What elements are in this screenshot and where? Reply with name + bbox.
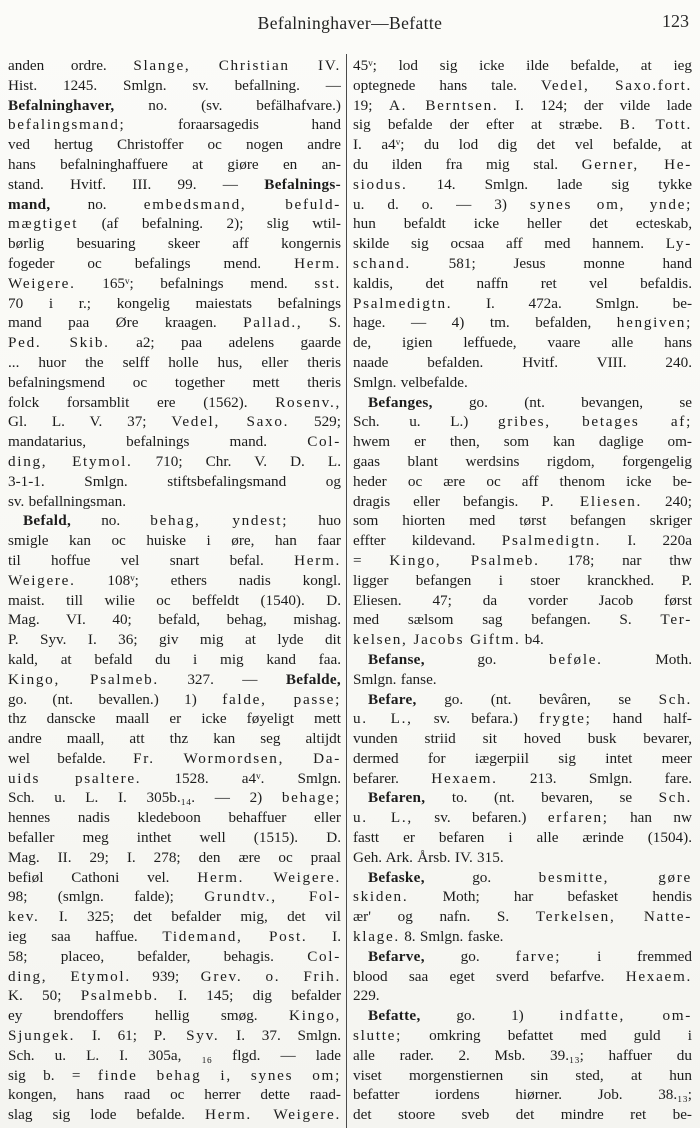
text-line: ding, Etymol. 939; Grev. o. Frih.: [8, 967, 341, 985]
column-left: [8, 56, 341, 1125]
text-line: Befaren, to. (nt. bevaren, se Sch.: [368, 789, 692, 807]
text-line: Gl. L. V. 37; Vedel, Saxo. 529;: [8, 413, 341, 431]
text-line: naade befalden. Hvitf. VIII. 240.: [353, 353, 692, 371]
text-line: Eliesen. 47; da vorder Jacob først: [353, 591, 692, 609]
text-line: u. L., sv. befara.) frygte; hand half-: [353, 710, 692, 728]
text-line: = Kingo, Psalmeb. 178; nar thw: [353, 551, 692, 569]
text-line: alle rader. 2. Msb. 39.₁₃; haffuer du: [353, 1046, 692, 1064]
text-line: P. Syv. I. 36; giv mig at lyde dit: [8, 631, 341, 649]
text-line: smigle kan oc huiske i øre, han faar: [8, 532, 341, 550]
text-line: befalningsmend oc together mett theris: [8, 373, 341, 391]
text-line: sv. befallningsman.: [8, 492, 127, 510]
text-line: Sjungek. I. 61; P. Syv. I. 37. Smlgn.: [8, 1027, 341, 1045]
text-line: hun befaldt icke heller det ecteskab,: [353, 215, 692, 233]
text-line: 58; placeo, befalder, behagis. Col-: [8, 947, 341, 965]
text-line: dragis eller befangis. P. Eliesen. 240;: [353, 492, 692, 510]
text-line: ieg saa haffue. Tidemand, Post. I.: [8, 928, 341, 946]
text-line: ved hertug Christoffer oc nogen andre: [8, 136, 341, 154]
text-line: Befarve, go. farve; i fremmed: [368, 947, 692, 965]
text-line: andre maall, att thz kan seg altijdt: [8, 730, 341, 748]
page-number: 123: [662, 11, 689, 31]
text-line: ær' og nafn. S. Terkelsen, Natte-: [353, 908, 692, 926]
text-line: Weigere. 165ᵛ; befalnings mend. sst.: [8, 274, 341, 292]
text-line: viset morgenstiernen sin sted, at hun: [353, 1066, 692, 1084]
text-line: Befald, no. behag, yndest; huo: [23, 512, 341, 530]
text-line: maist. till wilie oc beffeldt (1540). D.: [8, 591, 341, 609]
text-line: anden ordre. Slange, Christian IV.: [8, 57, 341, 74]
text-line: kaldis, det naffn ret vel befaldis.: [353, 274, 692, 292]
text-line: kald, at befald du i mig kand faa.: [8, 650, 341, 668]
text-line: Befanges, go. (nt. bevangen, se: [368, 393, 692, 411]
column-divider: [346, 54, 347, 1128]
text-line: 45ᵛ; lod sig icke ilde befalde, at ieg: [353, 57, 692, 74]
text-line: Befare, go. (nt. bevâren, se Sch.: [368, 690, 692, 708]
text-line: de, igien leffuede, vaare alle hans: [353, 334, 692, 352]
text-line: siodus. 14. Smlgn. lade sig tykke: [353, 175, 692, 193]
text-line: stand. Hvitf. III. 99. — Befalnings-: [8, 175, 341, 193]
text-line: optegnede hans tale. Vedel, Saxo.fort.: [353, 76, 692, 94]
running-head: Befalninghaver—Befatte: [257, 13, 443, 33]
text-line: Befatte, go. 1) indfatte, om-: [368, 1007, 692, 1025]
text-line: Sch. u. L.) gribes, betages af;: [353, 413, 692, 431]
text-line: til hoffue vel snart befal. Herm.: [8, 551, 341, 569]
text-line: som hiorten med tørst befangen skriger: [353, 512, 692, 530]
text-line: uids psaltere. 1528. a4ᵛ. Smlgn.: [8, 769, 341, 787]
text-line: du ilden fra mig stal. Gerner, He-: [353, 155, 692, 173]
text-line: effter kildevand. Psalmedigtn. I. 220a: [353, 532, 692, 550]
text-line: hage. — 4) tm. befalden, hengiven;: [353, 314, 692, 332]
text-line: kev. I. 325; det befalder mig, det vil: [8, 908, 341, 926]
text-line: mandatarius, befalnings mand. Col-: [8, 433, 341, 451]
text-line: befaller meg inthet well (1515). D.: [8, 829, 341, 847]
text-line: med sælsom sag befangen. S. Ter-: [353, 611, 692, 629]
text-line: folck forsamblit ere (1562). Rosenv.,: [8, 393, 341, 411]
text-line: kelsen, Jacobs Giftm. b4.: [353, 631, 544, 649]
text-line: kongen, hans raad oc herrer dette raad-: [8, 1086, 341, 1104]
column-right: [353, 56, 692, 1125]
text-line: sig befalde der efter at stræbe. B. Tott.: [353, 116, 692, 134]
text-line: vunden striid sit hoved busk bevarer,: [353, 730, 692, 748]
text-line: 98; (smlgn. falde); Grundtv., Fol-: [8, 888, 341, 906]
text-line: sig b. = finde behag i, synes om;: [8, 1066, 341, 1084]
text-line: 229.: [353, 987, 380, 1005]
text-line: fogeder oc befalings mend. Herm.: [8, 254, 341, 272]
text-line: det stoore sveb det mindre ret be-: [353, 1106, 692, 1124]
text-line: Smlgn. velbefalde.: [353, 373, 468, 391]
text-line: mægtiget (af befalning. 2); slig wtil-: [8, 215, 341, 233]
text-line: gaas blant werdsins rigdom, forgengelig: [353, 452, 692, 470]
text-line: Geh. Ark. Årsb. IV. 315.: [353, 848, 504, 866]
text-line: Mag. VI. 40; befald, behag, mishag.: [8, 611, 341, 629]
text-line: klage. 8. Smlgn. faske.: [353, 928, 504, 946]
text-line: Sch. u. L. I. 305a, ₁₆ flgd. — lade: [8, 1046, 341, 1064]
text-line: Befaske, go. besmitte, gøre: [368, 868, 692, 886]
text-line: blood saa eget sverd befarfve. Hexaem.: [353, 967, 692, 985]
text-line: befiøl Cathoni vel. Herm. Weigere.: [8, 868, 341, 886]
text-line: wel befalde. Fr. Wormordsen, Da-: [8, 749, 341, 767]
text-line: ey brendoffers hellig smøg. Kingo,: [8, 1007, 341, 1025]
text-line: 19; A. Berntsen. I. 124; der vilde lade: [353, 96, 692, 114]
text-line: Mag. II. 29; I. 278; den ære oc praal: [8, 848, 341, 866]
text-line: dermed for iægerpiil sig intet meer: [353, 749, 692, 767]
text-line: ... huor the selff holle hus, eller theris: [8, 353, 341, 371]
text-line: slag sig lode befalde. Herm. Weigere.: [8, 1106, 341, 1124]
text-line: u. d. o. — 3) synes om, ynde;: [353, 195, 692, 213]
text-line: befarer. Hexaem. 213. Smlgn. fare.: [353, 769, 692, 787]
text-line: Sch. u. L. I. 305b.₁₄. — 2) behage;: [8, 789, 341, 807]
text-line: Ped. Skib. a2; paa adelens gaarde: [8, 334, 341, 352]
text-line: skilde sig ocsaa aff med hannem. Ly-: [353, 235, 692, 253]
text-line: Befanse, go. beføle. Moth.: [368, 650, 692, 668]
text-line: go. (nt. bevallen.) 1) falde, passe;: [8, 690, 341, 708]
text-line: skiden. Moth; har befasket hendis: [353, 888, 692, 906]
text-line: heder oc ære oc aff thenom icke be-: [353, 472, 692, 490]
text-line: 3-1-1. Smlgn. stiftsbefalingsmand og: [8, 472, 341, 490]
text-line: Befalninghaver, no. (sv. befälhafvare.): [8, 96, 341, 114]
text-line: befatter iordens hiørner. Job. 38.₁₃;: [353, 1086, 692, 1104]
text-line: Hist. 1245. Smlgn. sv. befallning. —: [8, 76, 341, 94]
text-line: hans befalninghaffuere at giøre en an-: [8, 155, 341, 173]
text-line: Psalmedigtn. I. 472a. Smlgn. be-: [353, 294, 692, 312]
text-line: 70 i r.; kongelig maiestats befalnings: [8, 294, 341, 312]
text-line: Weigere. 108ᵛ; ethers nadis kongl.: [8, 571, 341, 589]
text-line: mand, no. embedsmand, befuld-: [8, 195, 341, 213]
text-line: schand. 581; Jesus monne hand: [353, 254, 692, 272]
text-line: Smlgn. fanse.: [353, 670, 437, 688]
text-line: ligger befangen i stoer kranckhed. P.: [353, 571, 692, 589]
text-line: I. a4ᵛ; du lod dig det vel befalde, at: [353, 136, 692, 154]
text-line: u. L., sv. befaren.) erfaren; han nw: [353, 809, 692, 827]
text-line: hennes nadis kledeboon behaffuer eller: [8, 809, 341, 827]
text-line: slutte; omkring befattet med guld i: [353, 1027, 692, 1045]
text-line: K. 50; Psalmebb. I. 145; dig befalder: [8, 987, 341, 1005]
text-line: ding, Etymol. 710; Chr. V. D. L.: [8, 452, 341, 470]
text-line: fastt er befaren i alle ærinde (1504).: [353, 829, 692, 847]
text-line: Kingo, Psalmeb. 327. — Befalde,: [8, 670, 341, 688]
text-line: hwem er then, som kan daglige om-: [353, 433, 692, 451]
text-line: mand paa Øre kraagen. Pallad., S.: [8, 314, 341, 332]
text-line: thz danscke maall er icke føyeligt mett: [8, 710, 341, 728]
text-line: befalingsmand; foraarsagedis hand: [8, 116, 341, 134]
text-line: børlig besuaring skeer aff kongernis: [8, 235, 341, 253]
